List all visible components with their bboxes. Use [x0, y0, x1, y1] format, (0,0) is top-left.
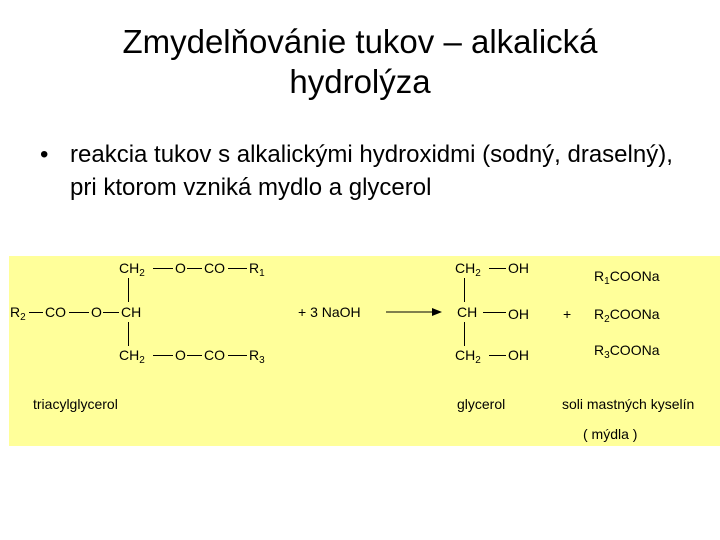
- bond-line: [489, 268, 506, 269]
- tag-bottom-ch2: $CH_2$: [119, 347, 145, 366]
- bond-line: [69, 312, 89, 313]
- slide-title: [40, 22, 680, 102]
- glycerol-bottom-ch2: $CH_2$: [455, 347, 481, 366]
- bond-line: [187, 268, 202, 269]
- tag-mid-r2: $R_2$: [10, 304, 26, 323]
- tag-mid-ch: CH: [121, 304, 142, 320]
- reaction-scheme: [9, 256, 720, 446]
- bond-line: [153, 355, 173, 356]
- bullet-marker: •: [40, 141, 49, 168]
- bond-line: [464, 278, 465, 302]
- tag-bottom-o: O: [175, 347, 186, 363]
- tag-mid-co: CO: [45, 304, 66, 320]
- glycerol-top-ch2: $CH_2$: [455, 260, 481, 279]
- reaction-arrow-icon: [386, 306, 442, 318]
- tag-bottom-r3: $R_3$: [249, 347, 265, 366]
- tag-mid-o: O: [91, 304, 102, 320]
- bond-line: [187, 355, 202, 356]
- glycerol-top-oh: OH: [508, 260, 529, 276]
- glycerol-mid-oh: OH: [508, 306, 529, 322]
- bond-line: [489, 355, 506, 356]
- tag-top-o: O: [175, 260, 186, 276]
- bullet-text: reakcia tukov s alkalickými hydroxidmi (sodný, draselný), pri ktorom vzniká mydlo a glycerol: [70, 141, 673, 201]
- bond-line: [464, 322, 465, 346]
- tag-top-co: CO: [204, 260, 225, 276]
- bond-line: [483, 312, 506, 313]
- tag-top-ch2: $CH_2$: [119, 260, 145, 279]
- glycerol-bottom-oh: OH: [508, 347, 529, 363]
- bond-line: [103, 312, 119, 313]
- bond-line: [128, 278, 129, 302]
- label-glycerol: glycerol: [457, 396, 506, 412]
- bond-line: [228, 268, 247, 269]
- bond-line: [29, 312, 43, 313]
- products-plus: +: [563, 306, 572, 322]
- glycerol-mid-ch: CH: [457, 304, 478, 320]
- salt-r3-coona: $R_3COONa$: [594, 342, 660, 361]
- reagent-naoh: + 3 NaOH: [298, 304, 361, 320]
- bond-line: [153, 268, 173, 269]
- label-triacylglycerol: triacylglycerol: [33, 396, 118, 412]
- tag-bottom-co: CO: [204, 347, 225, 363]
- tag-top-r1: $R_1$: [249, 260, 265, 279]
- bond-line: [128, 322, 129, 346]
- bond-line: [228, 355, 247, 356]
- label-fatty-acid-salts: soli mastných kyselín: [562, 396, 695, 412]
- label-soap: ( mýdla ): [583, 426, 638, 442]
- salt-r2-coona: $R_2COONa$: [594, 306, 660, 325]
- salt-r1-coona: $R_1COONa$: [594, 268, 660, 287]
- title-line-1: Zmydelňovánie tukov – alkalická: [122, 23, 598, 60]
- title-line-2: hydrolýza: [289, 63, 431, 100]
